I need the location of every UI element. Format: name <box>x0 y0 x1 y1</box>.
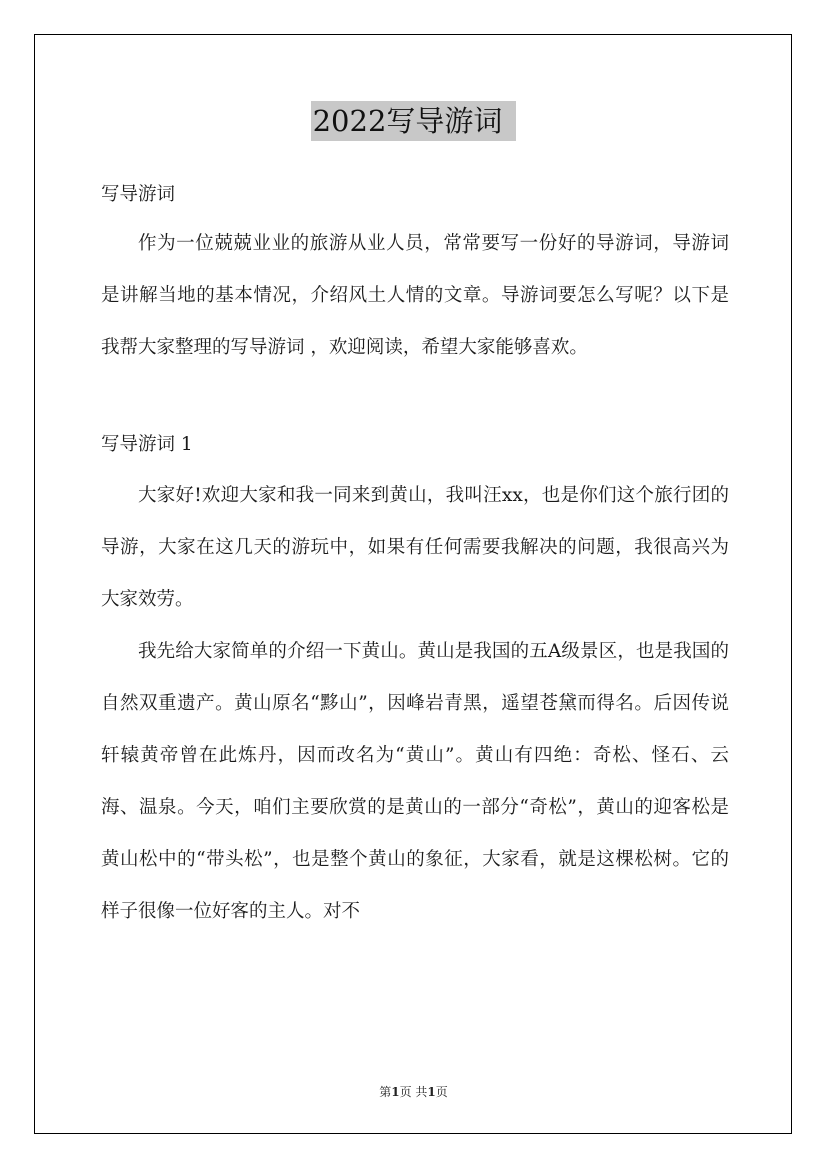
section1-paragraph-2: 我先给大家简单的介绍一下黄山。黄山是我国的五A级景区，也是我国的自然双重遗产。黄山原名“黟山”，因峰岩青黑，遥望苍黛而得名。后因传说轩辕黄帝曾在此炼丹，因而改名为“黄山”。黄山有四绝：奇松、怪石、云海、温泉。今天，咱们主要欣赏的是黄山的一部分“奇松”，黄山的迎客松是黄山松中的“带头松”，也是整个黄山的象征，大家看，就是这棵松树。它的样子很像一位好客的主人。对不 <box>101 641 729 922</box>
section1-paragraph-1: 大家好!欢迎大家和我一同来到黄山，我叫汪xx，也是你们这个旅行团的导游，大家在这几天的游玩中，如果有任何需要我解决的问题，我很高兴为大家效劳。 <box>101 485 729 610</box>
footer-page-suffix: 页 <box>435 1085 448 1099</box>
footer-page-mid: 页 共 <box>399 1085 428 1099</box>
footer-page-total: 1 <box>427 1085 436 1099</box>
intro-heading: 写导游词 <box>101 184 176 205</box>
document-title: 2022写导游词 <box>311 101 517 141</box>
page-footer <box>0 1083 827 1100</box>
footer-page-prefix: 第 <box>379 1085 392 1099</box>
section-heading-1: 写导游词 1 <box>101 434 193 455</box>
footer-page-current: 1 <box>391 1085 400 1099</box>
intro-paragraph: 作为一位兢兢业业的旅游从业人员，常常要写一份好的导游词，导游词是讲解当地的基本情况，介绍风土人情的文章。导游词要怎么写呢？以下是我帮大家整理的写导游词 ，欢迎阅读，希望大家能够喜欢。 <box>101 233 729 358</box>
title-container <box>0 101 827 141</box>
section-spacer <box>101 374 729 420</box>
document-body <box>101 172 729 938</box>
